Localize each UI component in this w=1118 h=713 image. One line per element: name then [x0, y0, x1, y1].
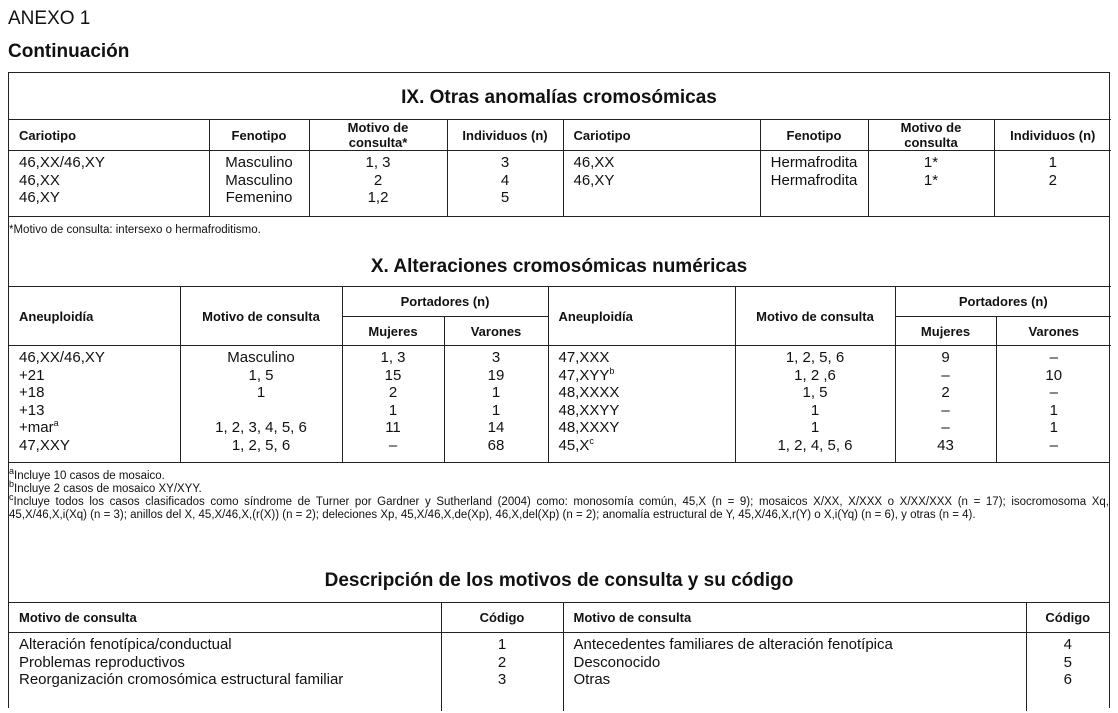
codes-header-code: Código — [441, 603, 563, 633]
footnote-c: $^c$Incluye todos los casos clasificados como síndrome de Turner por Gardner y Sutherland (2004) como: monosomía común, 45,X (n = 9); mosaicos X/XX, X/XXX o X/XX/XXX (n = 17); isocromosoma Xq, 45,X/46,X,i(Xq) (n = 3); anillos del X, 45,X/46,X,(r(X)) (n = 2); deleciones Xp, 45,X/46,X,de(Xp), 46,X,del(Xp) (n = 2); anomalía estructural de Y, 45,X/46,X,r(Y) o X,i(Yq) (n = 6), y otras (n = 4). — [9, 492, 1109, 521]
list-item: 46,XY — [19, 189, 60, 206]
list-item: 11 — [385, 419, 401, 436]
s10-women-cell — [342, 346, 444, 462]
list-item: Problemas reproductivos — [19, 653, 185, 671]
list-item: 1* — [923, 154, 939, 171]
list-item: 48,XXXX — [558, 384, 620, 401]
list-item: 1, 2, 3, 4, 5, 6 — [215, 419, 307, 436]
footnote-mark: b — [609, 365, 615, 376]
list-item: 5 — [500, 189, 510, 206]
list-item: 46,XY — [573, 171, 615, 189]
list-item: 2 — [941, 384, 950, 401]
list-item: 43 — [937, 436, 954, 454]
list-item-text: 45,X — [558, 436, 590, 454]
s10-footnotes — [9, 466, 1109, 522]
codes-data-row — [9, 633, 1109, 711]
list-item: 1, 2, 5, 6 — [231, 436, 291, 454]
s9-header-count-2: Individuos (n) — [994, 120, 1111, 151]
list-item: 2 — [1048, 171, 1057, 189]
list-item: Masculino — [227, 349, 295, 366]
s10-header-women: Mujeres — [342, 317, 444, 346]
list-item: 46,XX/46,XY — [19, 154, 105, 171]
codes-code-cell-2 — [1026, 633, 1109, 711]
list-item: 68 — [487, 436, 505, 454]
s10-aneuploidy-cell-2 — [548, 346, 735, 462]
list-item: 1 — [1049, 419, 1058, 436]
s10-header-aneuploidy-2: Aneuploidía — [548, 287, 735, 346]
list-item: +18 — [19, 384, 45, 401]
s10-header-carriers: Portadores (n) — [342, 287, 548, 317]
list-item: 1 — [497, 636, 507, 653]
codes-reason-cell-2 — [563, 633, 1026, 711]
divider — [9, 462, 1109, 463]
s9-data-row — [9, 151, 1111, 217]
continuation-label: Continuación — [8, 41, 130, 62]
list-item: 47,XXX — [558, 349, 610, 366]
list-item — [191, 402, 332, 420]
list-item: – — [1049, 436, 1058, 454]
list-item: 2 — [497, 653, 507, 671]
list-item: 9 — [941, 349, 950, 366]
list-item: – — [941, 401, 950, 419]
s10-header-reason-2: Motivo de consulta — [735, 287, 895, 346]
list-item: 3 — [500, 154, 510, 171]
list-item: 1,2 — [367, 189, 389, 206]
list-item-xyy — [559, 367, 725, 385]
section-10-title: X. Alteraciones cromosómicas numéricas — [370, 256, 748, 277]
s9-count-cell — [447, 151, 563, 217]
codes-title: Descripción de los motivos de consulta y su código — [324, 570, 794, 591]
list-item: – — [941, 366, 950, 384]
s10-men-cell-2 — [996, 346, 1111, 462]
codes-reason-cell — [9, 633, 441, 711]
list-item: 46,XX — [573, 154, 615, 171]
list-item: 1, 5 — [248, 366, 274, 384]
section-10-table — [9, 286, 1111, 462]
s10-header-men: Varones — [444, 317, 548, 346]
footnote-mark: a — [53, 418, 59, 428]
codes-header-reason: Motivo de consulta — [9, 603, 441, 633]
footnote-mark: c — [589, 435, 594, 446]
list-item: Desconocido — [573, 653, 661, 671]
list-item: 1 — [491, 384, 501, 401]
list-item: Reorganización cromosómica estructural familiar — [19, 671, 344, 688]
s9-phenotype-cell-2 — [760, 151, 868, 217]
codes-header-reason-2: Motivo de consulta — [563, 603, 1026, 633]
list-item: 1, 2, 5, 6 — [785, 349, 845, 366]
s9-header-phenotype: Fenotipo — [209, 120, 309, 151]
list-item-text: +mar — [19, 419, 54, 436]
s10-women-cell-2 — [895, 346, 996, 462]
list-item-x — [559, 437, 725, 455]
s10-reason-cell — [180, 346, 342, 462]
list-item: Masculino — [225, 154, 293, 171]
list-item: Otras — [573, 671, 611, 688]
codes-code-cell — [441, 633, 563, 711]
s9-header-karyotype: Cariotipo — [9, 120, 209, 151]
list-item: 1 — [810, 419, 820, 436]
s9-reason-cell — [309, 151, 447, 217]
list-item: – — [1049, 384, 1058, 401]
list-item: – — [388, 436, 398, 454]
s10-reason-cell-2 — [735, 346, 895, 462]
list-item: +21 — [19, 366, 45, 384]
footnote-b: $^b$Incluye 2 casos de mosaico XY/XYY. — [9, 479, 202, 495]
section-9-title: IX. Otras anomalías cromosómicas — [401, 87, 717, 108]
codes-header-code-2: Código — [1026, 603, 1109, 633]
s9-header-reason: Motivo de consulta* — [309, 120, 447, 151]
list-item: Alteración fenotípica/conductual — [19, 636, 232, 653]
s10-data-row — [9, 346, 1111, 462]
list-item: Hermafrodita — [770, 154, 858, 171]
s9-karyotype-cell — [9, 151, 209, 217]
list-item: Femenino — [225, 189, 293, 206]
list-item: 6 — [1063, 671, 1072, 688]
footnote-a: $^a$Incluye 10 casos de mosaico. — [9, 466, 165, 482]
list-item: 2 — [388, 384, 398, 401]
list-item: 1 — [810, 401, 820, 419]
list-item: 46,XX/46,XY — [19, 349, 105, 366]
s10-header-men-2: Varones — [996, 317, 1111, 346]
list-item: 48,XXXY — [558, 419, 620, 436]
s10-header-women-2: Mujeres — [895, 317, 996, 346]
list-item: 10 — [1045, 366, 1063, 384]
s9-header-phenotype-2: Fenotipo — [760, 120, 868, 151]
codes-table — [9, 602, 1109, 711]
s10-header-aneuploidy: Aneuploidía — [9, 287, 180, 346]
list-item: 15 — [384, 366, 402, 384]
list-item: 4 — [500, 171, 510, 189]
s9-count-cell-2 — [994, 151, 1111, 217]
list-item: – — [941, 419, 950, 436]
list-item: Antecedentes familiares de alteración fenotípica — [573, 636, 893, 653]
s9-reason-cell-2 — [868, 151, 994, 217]
list-item: 48,XXYY — [558, 401, 620, 419]
list-item: 4 — [1063, 636, 1072, 653]
s10-aneuploidy-cell — [9, 346, 180, 462]
list-item: 1, 3 — [365, 154, 391, 171]
list-item: 5 — [1063, 653, 1072, 671]
s9-footnote: *Motivo de consulta: intersexo o hermafroditismo. — [9, 224, 261, 236]
list-item: 1 — [388, 401, 398, 419]
list-item: 1, 5 — [802, 384, 828, 401]
list-item: 1 — [1049, 401, 1058, 419]
list-item-mar — [19, 419, 170, 437]
list-item: 47,XXY — [19, 436, 70, 454]
list-item: 1 — [256, 384, 266, 401]
s9-header-count: Individuos (n) — [447, 120, 563, 151]
list-item: 1 — [491, 401, 501, 419]
s10-header-carriers-2: Portadores (n) — [895, 287, 1111, 317]
list-item: 46,XX — [19, 171, 60, 189]
list-item: 3 — [497, 671, 507, 688]
list-item: 1 — [1048, 154, 1057, 171]
section-9-table — [9, 119, 1111, 217]
s9-karyotype-cell-2 — [563, 151, 760, 217]
list-item: Masculino — [225, 171, 293, 189]
list-item: 1, 2, 4, 5, 6 — [777, 436, 853, 454]
list-item: 1* — [923, 171, 939, 189]
list-item: 1, 3 — [380, 349, 406, 366]
annex-label: ANEXO 1 — [8, 8, 91, 29]
list-item: – — [1049, 349, 1058, 366]
list-item: 2 — [373, 171, 383, 189]
list-item: 3 — [491, 349, 501, 366]
list-item: 14 — [487, 419, 505, 436]
list-item: Hermafrodita — [770, 171, 858, 189]
list-item: +13 — [19, 401, 45, 419]
s9-header-reason-2: Motivo de consulta — [868, 120, 994, 151]
s9-header-karyotype-2: Cariotipo — [563, 120, 760, 151]
divider — [9, 216, 1109, 217]
annex-frame — [8, 72, 1110, 708]
s10-header-reason: Motivo de consulta — [180, 287, 342, 346]
list-item-text: 47,XYY — [558, 366, 610, 384]
s9-phenotype-cell — [209, 151, 309, 217]
s10-men-cell — [444, 346, 548, 462]
list-item: 1, 2 ,6 — [794, 366, 836, 384]
list-item: 19 — [487, 366, 505, 384]
